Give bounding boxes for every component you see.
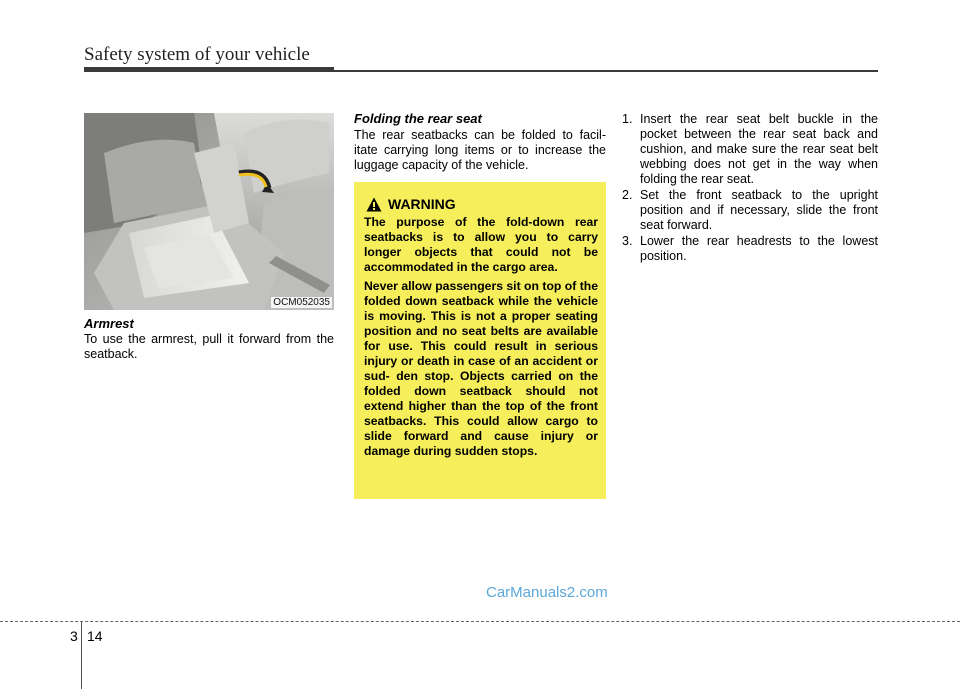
warning-paragraph: The purpose of the fold-down rear seatbacks is to allow you to carry longer objects that could not be accommodated in the cargo area. xyxy=(364,215,598,274)
header-rule-thin xyxy=(334,70,878,72)
figure-code: OCM052035 xyxy=(273,297,330,308)
header-rule xyxy=(84,67,334,72)
warning-box xyxy=(354,182,606,499)
step-text: Set the front seatback to the upright position and if necessary, slide the front seat forward. xyxy=(640,188,878,232)
step-number: 3. xyxy=(622,234,633,248)
step-number: 1. xyxy=(622,112,633,126)
step-text: Lower the rear headrests to the lowest position. xyxy=(640,234,878,263)
footer-rule xyxy=(0,621,960,622)
warning-title: WARNING xyxy=(388,196,456,212)
page-section-title: Safety system of your vehicle xyxy=(84,44,310,65)
step-text: Insert the rear seat belt buckle in the pocket between the rear seat back and cushion, and make sure the rear seat belt webbing does not get in the way when folding the rear seat. xyxy=(640,112,878,186)
rear-seat-illustration xyxy=(84,113,334,310)
section-number: 3 xyxy=(70,628,78,644)
rear-seat-armrest-photo xyxy=(84,113,334,310)
step-item xyxy=(622,112,878,187)
watermark-link[interactable]: CarManuals2.com xyxy=(486,584,608,601)
step-item xyxy=(622,234,878,264)
page-number: 14 xyxy=(87,628,103,644)
armrest-text: To use the armrest, pull it forward from the seatback. xyxy=(84,332,334,361)
folding-heading: Folding the rear seat xyxy=(354,111,482,126)
warning-header xyxy=(366,196,598,212)
procedure-steps xyxy=(622,112,878,265)
warning-paragraph: Never allow passengers sit on top of the folded down seatback while the vehicle is moving. This is not a proper seating position and no seat belts are available for use. This could result in serious injury or death in case of an accident or sud- den stop. Objects carried on the folded down seatback should not extend higher than the top of the front seatbacks. This could allow cargo to slide forward and cause injury or damage during sudden stops. xyxy=(364,279,598,458)
footer-divider xyxy=(81,622,82,689)
step-item xyxy=(622,188,878,233)
step-number: 2. xyxy=(622,188,633,202)
armrest-heading: Armrest xyxy=(84,316,134,331)
warning-triangle-icon xyxy=(366,197,382,212)
folding-text: The rear seatbacks can be folded to facil- itate carrying long items or to increase the luggage capacity of the vehicle. xyxy=(354,128,606,172)
